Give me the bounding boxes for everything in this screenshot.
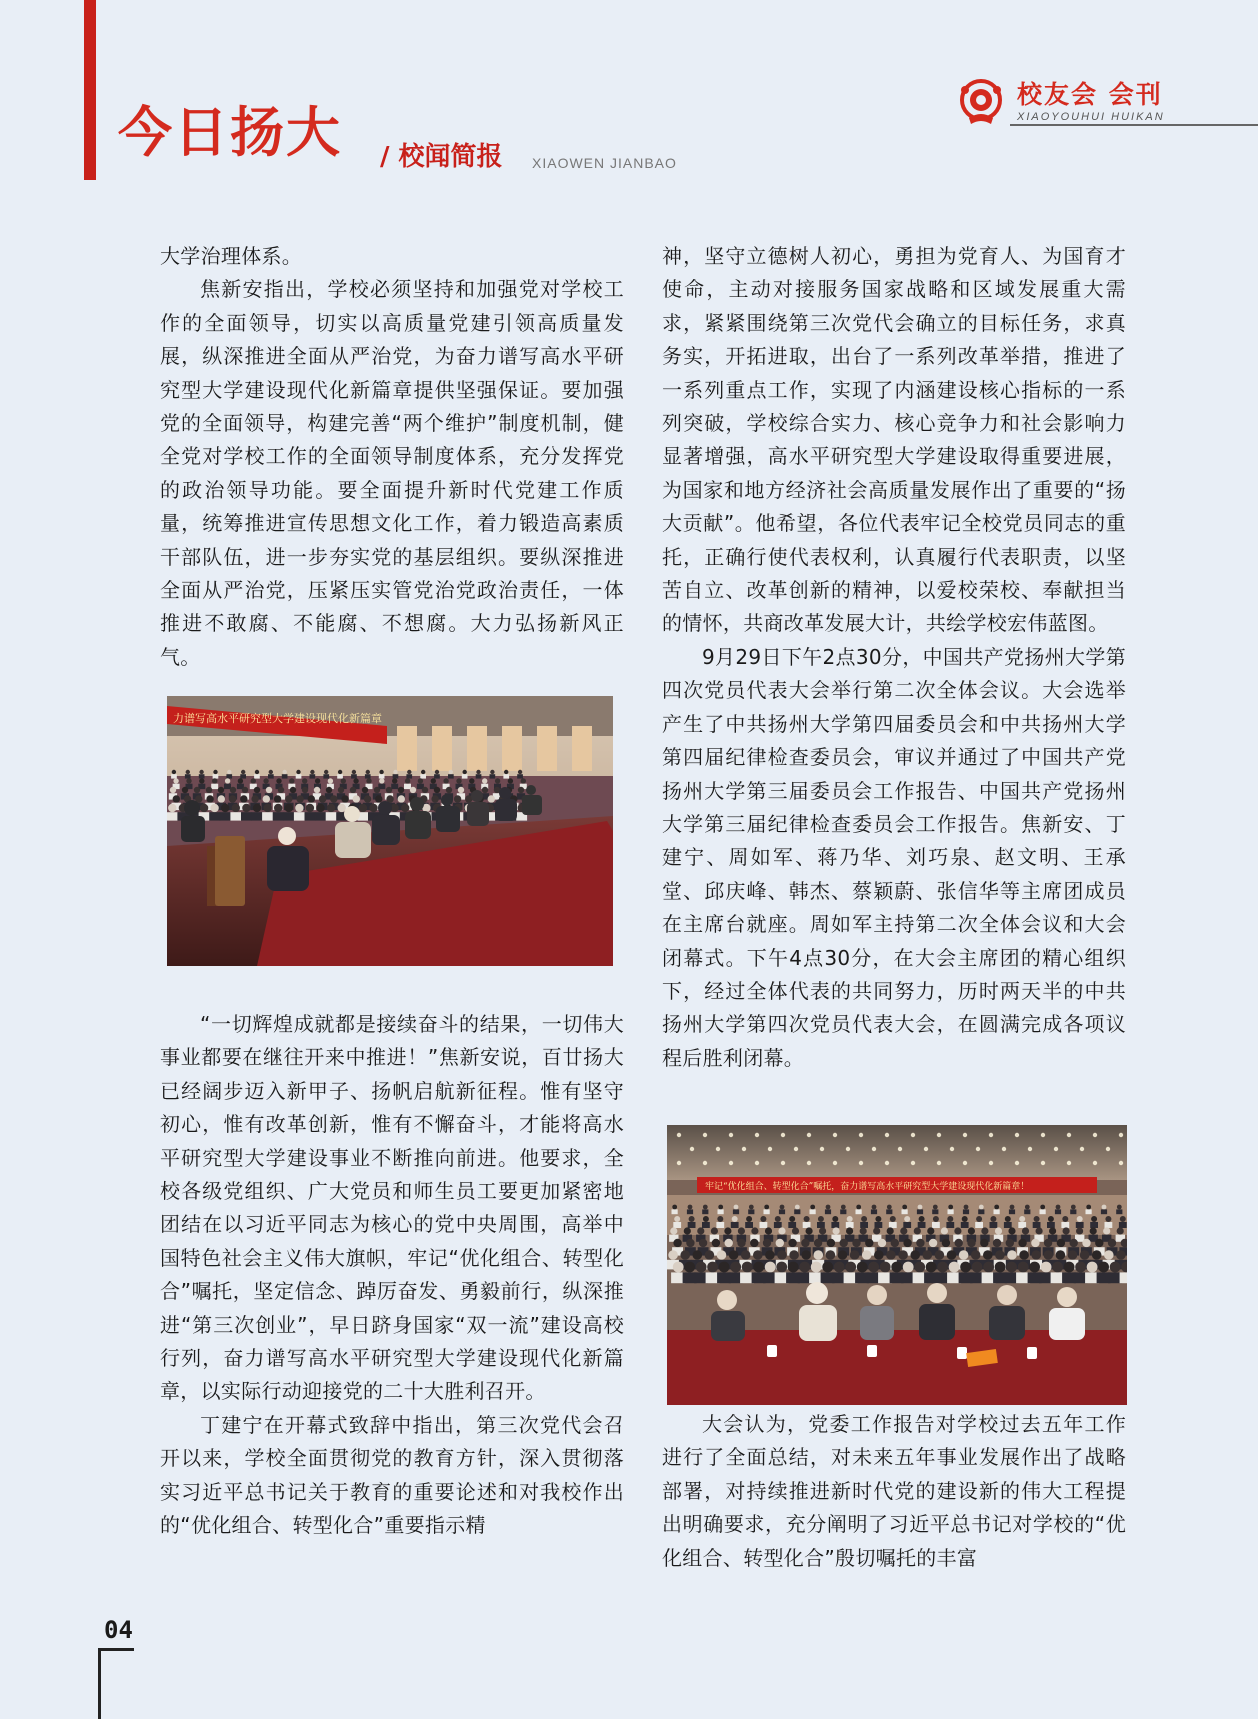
- paragraph: 大会认为，党委工作报告对学校过去五年工作进行了全面总结，对未来五年事业发展作出了战略部署，对持续推进新时代党的建设新的伟大工程提出明确要求，充分阐明了习近平总书记对学校的“优化组合、转型化合”殷切嘱托的丰富: [662, 1412, 1126, 1570]
- page-corner-mark: [98, 1648, 101, 1719]
- university-emblem-icon: [955, 78, 1007, 126]
- section-title: 今日扬大: [118, 101, 342, 164]
- paragraph: 大学治理体系。: [160, 244, 303, 268]
- page-corner-mark: [98, 1648, 134, 1651]
- column-2-bottom-text: [662, 1408, 1126, 1575]
- header-red-bar: [84, 0, 96, 180]
- page-number: 04: [104, 1616, 133, 1644]
- meeting-photo-1: [167, 696, 613, 966]
- paragraph: 神，坚守立德树人初心，勇担为党育人、为国育才使命，主动对接服务国家战略和区域发展重大需求，紧紧围绕第三次党代会确立的目标任务，求真务实，开拓进取，出台了一系列改革举措，推进了一系列重点工作，实现了内涵建设核心指标的一系列突破，学校综合实力、核心竞争力和社会影响力显著增强，高水平研究型大学建设取得重要进展，为国家和地方经济社会高质量发展作出了重要的“扬大贡献”。他希望，各位代表牢记全校党员同志的重托，正确行使代表权利，认真履行代表职责，以坚苦自立、改革创新的精神，以爱校荣校、奉献担当的情怀，共商改革发展大计，共绘学校宏伟蓝图。: [662, 244, 1126, 636]
- column-1-top-text: [160, 240, 624, 674]
- alumni-journal-brand: [955, 78, 1255, 128]
- column-1-bottom-text: [160, 1008, 624, 1543]
- paragraph: 丁建宁在开幕式致辞中指出，第三次党代会召开以来，学校全面贯彻党的教育方针，深入贯彻落实习近平总书记关于教育的重要论述和对我校作出的“优化组合、转型化合”重要指示精: [160, 1412, 624, 1538]
- banner-text: 力谱写高水平研究型大学建设现代化新篇章: [173, 712, 382, 725]
- paragraph: “一切辉煌成就都是接续奋斗的结果，一切伟大事业都要在继往开来中推进！”焦新安说，百廿扬大已经阔步迈入新甲子、扬帆启航新征程。惟有坚守初心，惟有改革创新，惟有不懈奋斗，才能将高水平研究型大学建设事业不断推向前进。他要求，全校各级党组织、广大党员和师生员工要更加紧密地团结在以习近平同志为核心的党中央周围，高举中国特色社会主义伟大旗帜，牢记“优化组合、转型化合”嘱托，坚定信念、踔厉奋发、勇毅前行，纵深推进“第三次创业”，早日跻身国家“双一流”建设高校行列，奋力谱写高水平研究型大学建设现代化新篇章，以实际行动迎接党的二十大胜利召开。: [160, 1012, 624, 1404]
- subsection-title: / 校闻简报: [380, 142, 503, 172]
- header-rule: [1010, 124, 1258, 126]
- column-2-top-text: [662, 240, 1126, 1075]
- paragraph: 焦新安指出，学校必须坚持和加强党对学校工作的全面领导，切实以高质量党建引领高质量发展，纵深推进全面从严治党，为奋力谱写高水平研究型大学建设现代化新篇章提供坚强保证。要加强党的全面领导，构建完善“两个维护”制度机制，健全党对学校工作的全面领导制度体系，充分发挥党的政治领导功能。要全面提升新时代党建工作质量，统筹推进宣传思想文化工作，着力锻造高素质干部队伍，进一步夯实党的基层组织。要纵深推进全面从严治党，压紧压实管党治党政治责任，一体推进不敢腐、不能腐、不想腐。大力弘扬新风正气。: [160, 277, 624, 669]
- subsection-title-en: XIAOWEN JIANBAO: [532, 155, 677, 171]
- banner-text: 牢记“优化组合、转型化合”嘱托，奋力谱写高水平研究型大学建设现代化新篇章！: [705, 1182, 1030, 1192]
- paragraph: 9月29日下午2点30分，中国共产党扬州大学第四次党员代表大会举行第二次全体会议。大会选举产生了中共扬州大学第四届委员会和中共扬州大学第四届纪律检查委员会，审议并通过了中国共产党扬州大学第三届委员会工作报告、中国共产党扬州大学第三届纪律检查委员会工作报告。焦新安、丁建宁、周如军、蒋乃华、刘巧泉、赵文明、王承堂、邱庆峰、韩杰、蔡颖蔚、张信华等主席团成员在主席台就座。周如军主持第二次全体会议和大会闭幕式。下午4点30分，在大会主席团的精心组织下，经过全体代表的共同努力，历时两天半的中共扬州大学第四次党员代表大会，在圆满完成各项议程后胜利闭幕。: [662, 644, 1126, 1070]
- brand-name: 校友会 会刊: [1017, 80, 1163, 109]
- meeting-photo-2: [667, 1125, 1127, 1405]
- brand-name-en: XIAOYOUHUI HUIKAN: [1017, 111, 1165, 123]
